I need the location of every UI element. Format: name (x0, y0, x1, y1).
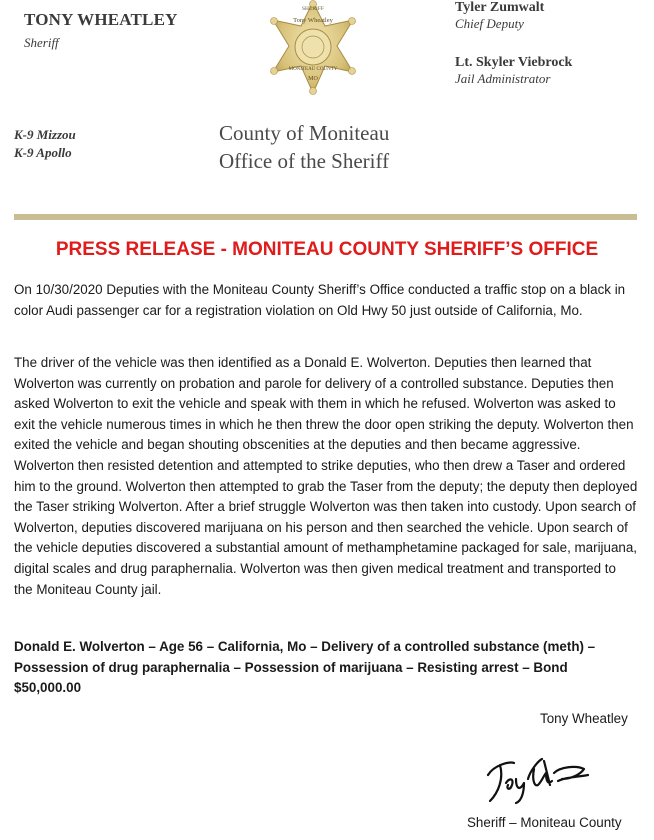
chief-deputy-name: Tyler Zumwalt (455, 0, 545, 15)
office-title: Office of the Sheriff (219, 149, 390, 173)
badge-name-text: Tony Wheatley (293, 17, 333, 24)
badge-state-text: MO (308, 76, 318, 82)
closing-name: Tony Wheatley (540, 711, 628, 726)
sheriff-title: Sheriff (24, 35, 59, 50)
badge-top-text: SHERIFF (301, 6, 325, 12)
badge-county-text: MONITEAU COUNTY (288, 67, 338, 72)
header-divider (14, 214, 637, 220)
charges-summary: Donald E. Wolverton – Age 56 – California, Mo – Delivery of a controlled substance (meth) – Possession of drug paraphernalia – Possession of marijuana – Resisting arrest – Bond $50,000.00 (14, 639, 596, 696)
handwritten-signature (480, 745, 600, 805)
k9-unit-mizzou: K-9 Mizzou (14, 127, 76, 142)
county-title: County of Moniteau (219, 121, 390, 145)
jail-admin-name: Lt. Skyler Viebrock (455, 55, 573, 70)
closing-title: Sheriff – Moniteau County (467, 815, 622, 830)
jail-admin-block (455, 55, 572, 87)
jail-admin-title: Jail Administrator (455, 71, 551, 86)
k9-unit-apollo: K-9 Apollo (14, 145, 72, 160)
release-paragraph-1: On 10/30/2020 Deputies with the Moniteau County Sheriff’s Office conducted a traffic stop on a black in color Audi passenger car for a registration violation on Old Hwy 50 just outside of California, Mo. (14, 282, 626, 318)
release-paragraph-2: The driver of the vehicle was then identified as a Donald E. Wolverton. Deputies then learned that Wolverton was currently on probation and parole for delivery of a controlled substance. Deputies then asked Wolverton to exit the vehicle and speak with them in which he refused. Wolverton was asked to exit the vehicle numerous times in which he then threw the door open striking the deputy. Wolverton then exited the vehicle and began shouting obscenities at the deputies and then became aggressive. Wolverton then resisted detention and attempted to strike deputies, who then drew a Taser and ordered him to the ground. Wolverton then attempted to grab the Taser from the deputy; the deputy then deployed the Taser striking Wolverton. After a brief struggle Wolverton was then taken into custody. Upon search of Wolverton, deputies discovered marijuana on his person and then searched the vehicle. Upon search of the vehicle deputies discovered a substantial amount of methamphetamine packaged for sale, marijuana, digital scales and drug paraphernalia. Wolverton was then given medical treatment and transported to the Moniteau County jail. (14, 355, 638, 597)
sheriff-name: TONY WHEATLEY (24, 10, 178, 29)
press-release-title: PRESS RELEASE - MONITEAU COUNTY SHERIFF’S OFFICE (55, 239, 599, 260)
sheriff-star-badge-icon (253, 0, 373, 95)
chief-deputy-block (455, 0, 544, 32)
letterhead (0, 0, 654, 222)
chief-deputy-title: Chief Deputy (455, 16, 524, 31)
